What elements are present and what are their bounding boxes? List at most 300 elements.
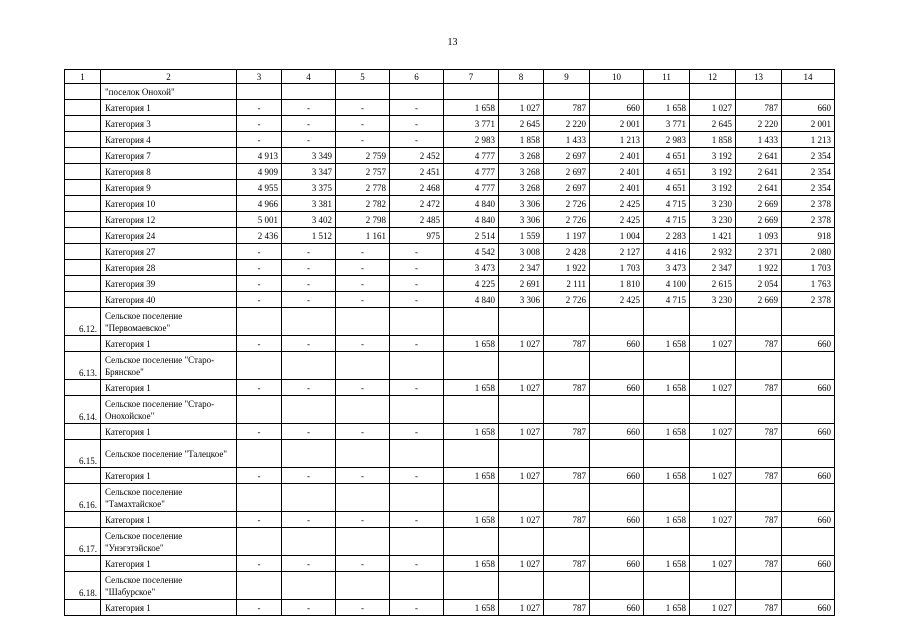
table-cell: - — [237, 468, 282, 484]
table-cell — [590, 352, 644, 380]
table-cell — [444, 396, 499, 424]
table-cell: 2 726 — [544, 212, 590, 228]
table-cell — [336, 440, 390, 468]
table-cell: 1 027 — [690, 468, 736, 484]
table-cell: 3 192 — [690, 180, 736, 196]
table-cell: 2 347 — [499, 260, 544, 276]
table-cell: - — [390, 116, 444, 132]
table-cell — [282, 308, 336, 336]
table-cell: 1 658 — [444, 336, 499, 352]
table-cell: - — [282, 260, 336, 276]
table-cell: - — [282, 244, 336, 260]
column-header: 13 — [736, 70, 782, 84]
table-cell: - — [390, 292, 444, 308]
table-cell: 2 425 — [590, 292, 644, 308]
table-cell — [444, 528, 499, 556]
table-cell: 2 401 — [590, 148, 644, 164]
table-cell — [644, 396, 690, 424]
settlement-name: Сельское поселение "Талецкое" — [101, 440, 237, 468]
section-row — [65, 396, 835, 424]
column-header: 7 — [444, 70, 499, 84]
table-cell: - — [390, 276, 444, 292]
table-cell — [736, 352, 782, 380]
table-cell: 4 100 — [644, 276, 690, 292]
table-cell: 2 726 — [544, 292, 590, 308]
category-name: Категория 1 — [101, 468, 237, 484]
table-cell: 787 — [544, 512, 590, 528]
column-header: 1 — [65, 70, 101, 84]
table-cell — [590, 528, 644, 556]
table-cell: 1 559 — [499, 228, 544, 244]
table-cell — [444, 440, 499, 468]
table-cell: 3 306 — [499, 212, 544, 228]
row-number — [65, 292, 101, 308]
category-name: Категория 1 — [101, 380, 237, 396]
table-cell: 4 966 — [237, 196, 282, 212]
table-cell: 2 425 — [590, 196, 644, 212]
table-row — [65, 260, 835, 276]
category-name: Категория 8 — [101, 164, 237, 180]
table-cell: 787 — [544, 600, 590, 616]
section-row — [65, 352, 835, 380]
table-cell — [782, 572, 835, 600]
table-cell — [782, 396, 835, 424]
table-cell: - — [282, 600, 336, 616]
table-cell — [237, 572, 282, 600]
category-name: Категория 1 — [101, 556, 237, 572]
settlement-name: Сельское поселение "Старо-Брянское" — [101, 352, 237, 380]
row-number — [65, 468, 101, 484]
table-cell: 975 — [390, 228, 444, 244]
table-cell: 2 220 — [544, 116, 590, 132]
table-cell: 2 669 — [736, 212, 782, 228]
table-cell — [237, 440, 282, 468]
table-cell: 1 027 — [499, 468, 544, 484]
row-number — [65, 196, 101, 212]
table-cell: 2 757 — [336, 164, 390, 180]
table-cell: 3 306 — [499, 196, 544, 212]
column-header: 9 — [544, 70, 590, 84]
row-number: 6.15. — [65, 440, 101, 468]
table-cell: 4 955 — [237, 180, 282, 196]
table-cell — [690, 396, 736, 424]
table-cell: 2 428 — [544, 244, 590, 260]
tariff-table — [64, 69, 835, 616]
row-number — [65, 228, 101, 244]
table-cell — [499, 352, 544, 380]
table-row — [65, 336, 835, 352]
table-cell — [336, 84, 390, 100]
table-cell — [736, 484, 782, 512]
table-cell: - — [237, 512, 282, 528]
table-cell: 4 651 — [644, 148, 690, 164]
table-cell: 787 — [544, 100, 590, 116]
table-cell: 2 641 — [736, 148, 782, 164]
table-cell: 787 — [544, 468, 590, 484]
table-cell — [499, 308, 544, 336]
table-cell: 1 027 — [499, 600, 544, 616]
table-cell: 3 771 — [444, 116, 499, 132]
table-cell: 3 347 — [282, 164, 336, 180]
table-cell: 2 401 — [590, 164, 644, 180]
table-cell: - — [336, 116, 390, 132]
table-cell: - — [390, 468, 444, 484]
table-cell — [282, 352, 336, 380]
table-cell — [237, 352, 282, 380]
table-cell: 660 — [782, 424, 835, 440]
table-cell — [336, 484, 390, 512]
table-cell — [736, 440, 782, 468]
row-number: 6.14. — [65, 396, 101, 424]
column-header: 4 — [282, 70, 336, 84]
table-cell: 787 — [736, 336, 782, 352]
table-cell — [644, 572, 690, 600]
table-cell: 3 268 — [499, 164, 544, 180]
table-row — [65, 244, 835, 260]
table-cell — [590, 484, 644, 512]
table-row — [65, 424, 835, 440]
row-number — [65, 512, 101, 528]
table-cell — [499, 84, 544, 100]
table-cell — [499, 528, 544, 556]
table-cell: 2 436 — [237, 228, 282, 244]
table-cell: 787 — [736, 512, 782, 528]
table-cell — [390, 396, 444, 424]
table-cell: 1 027 — [690, 556, 736, 572]
section-row — [65, 308, 835, 336]
table-cell: 2 932 — [690, 244, 736, 260]
table-cell — [782, 308, 835, 336]
table-cell: - — [390, 380, 444, 396]
table-cell — [590, 440, 644, 468]
table-cell: 1 027 — [690, 512, 736, 528]
table-cell: 1 658 — [444, 380, 499, 396]
table-cell: - — [336, 276, 390, 292]
table-cell: 2 425 — [590, 212, 644, 228]
table-cell: 4 651 — [644, 164, 690, 180]
table-cell — [590, 308, 644, 336]
table-cell: 1 027 — [499, 424, 544, 440]
table-cell: 1 027 — [690, 336, 736, 352]
table-cell: 5 001 — [237, 212, 282, 228]
table-cell — [336, 396, 390, 424]
table-cell: 660 — [782, 556, 835, 572]
table-cell: 787 — [736, 100, 782, 116]
table-cell: - — [336, 424, 390, 440]
table-cell — [390, 440, 444, 468]
table-cell: 2 645 — [499, 116, 544, 132]
table-row — [65, 228, 835, 244]
table-cell: 2 354 — [782, 180, 835, 196]
table-cell: - — [237, 380, 282, 396]
table-cell: 1 213 — [782, 132, 835, 148]
table-row — [65, 600, 835, 616]
table-cell: 2 080 — [782, 244, 835, 260]
table-cell: 1 421 — [690, 228, 736, 244]
table-cell: 2 782 — [336, 196, 390, 212]
table-cell: 2 378 — [782, 212, 835, 228]
table-cell: 4 777 — [444, 180, 499, 196]
table-cell: - — [390, 260, 444, 276]
column-header: 8 — [499, 70, 544, 84]
table-cell: 1 658 — [444, 100, 499, 116]
category-name: Категория 3 — [101, 116, 237, 132]
table-cell: 2 983 — [444, 132, 499, 148]
table-cell: 1 027 — [499, 100, 544, 116]
category-name: Категория 1 — [101, 600, 237, 616]
table-cell — [282, 440, 336, 468]
table-cell: 1 658 — [644, 556, 690, 572]
table-cell — [690, 308, 736, 336]
table-cell — [736, 84, 782, 100]
table-cell — [390, 308, 444, 336]
table-cell: 1 004 — [590, 228, 644, 244]
table-cell: 660 — [782, 468, 835, 484]
table-cell — [237, 528, 282, 556]
table-cell — [644, 484, 690, 512]
section-row — [65, 84, 835, 100]
table-cell: 4 840 — [444, 212, 499, 228]
settlement-name: Сельское поселение "Первомаевское" — [101, 308, 237, 336]
table-cell: 4 840 — [444, 292, 499, 308]
table-cell: 2 697 — [544, 164, 590, 180]
column-header: 14 — [782, 70, 835, 84]
table-cell: 2 378 — [782, 196, 835, 212]
table-cell: 1 658 — [444, 468, 499, 484]
settlement-name: Сельское поселение "Старо-Онохойское" — [101, 396, 237, 424]
table-cell — [336, 352, 390, 380]
table-cell: 3 192 — [690, 164, 736, 180]
table-cell: 787 — [736, 380, 782, 396]
table-cell: 3 349 — [282, 148, 336, 164]
table-cell: 4 715 — [644, 196, 690, 212]
table-cell — [690, 84, 736, 100]
row-number — [65, 260, 101, 276]
table-cell: 787 — [736, 556, 782, 572]
table-cell: 1 093 — [736, 228, 782, 244]
table-cell — [782, 352, 835, 380]
row-number: 6.18. — [65, 572, 101, 600]
table-cell: 1 658 — [444, 512, 499, 528]
table-cell: - — [336, 132, 390, 148]
table-cell: - — [282, 512, 336, 528]
table-cell: - — [390, 132, 444, 148]
table-cell: - — [282, 336, 336, 352]
table-cell: - — [237, 276, 282, 292]
table-cell: 787 — [544, 380, 590, 396]
table-cell: 1 027 — [499, 380, 544, 396]
table-row — [65, 512, 835, 528]
table-row — [65, 380, 835, 396]
table-cell — [544, 396, 590, 424]
table-cell: - — [237, 116, 282, 132]
table-cell: 1 027 — [690, 424, 736, 440]
section-row — [65, 572, 835, 600]
table-cell — [282, 572, 336, 600]
table-cell: 4 777 — [444, 148, 499, 164]
table-row — [65, 180, 835, 196]
table-cell — [336, 308, 390, 336]
row-number — [65, 132, 101, 148]
table-row — [65, 148, 835, 164]
table-cell — [644, 308, 690, 336]
table-cell: 2 759 — [336, 148, 390, 164]
table-cell: 2 798 — [336, 212, 390, 228]
table-cell — [544, 352, 590, 380]
table-cell: 787 — [544, 556, 590, 572]
table-cell: - — [336, 600, 390, 616]
category-name: Категория 4 — [101, 132, 237, 148]
table-cell: - — [336, 100, 390, 116]
table-cell: 1 658 — [644, 468, 690, 484]
table-cell — [444, 308, 499, 336]
table-cell — [644, 352, 690, 380]
row-number: 6.17. — [65, 528, 101, 556]
table-cell: 2 354 — [782, 164, 835, 180]
row-number — [65, 600, 101, 616]
table-row — [65, 196, 835, 212]
table-cell: 2 354 — [782, 148, 835, 164]
table-cell — [336, 572, 390, 600]
table-cell — [282, 484, 336, 512]
category-name: Категория 10 — [101, 196, 237, 212]
table-cell — [736, 308, 782, 336]
table-cell — [736, 528, 782, 556]
column-header: 12 — [690, 70, 736, 84]
row-number — [65, 164, 101, 180]
table-cell: 1 658 — [644, 336, 690, 352]
table-row — [65, 132, 835, 148]
table-cell: 2 001 — [590, 116, 644, 132]
table-cell — [390, 352, 444, 380]
table-cell: 2 641 — [736, 164, 782, 180]
table-cell: - — [237, 600, 282, 616]
table-cell: - — [336, 244, 390, 260]
table-cell: 2 347 — [690, 260, 736, 276]
table-cell: 2 485 — [390, 212, 444, 228]
table-cell — [736, 572, 782, 600]
table-cell — [736, 396, 782, 424]
row-number: 6.12. — [65, 308, 101, 336]
table-cell: 660 — [782, 512, 835, 528]
column-header: 3 — [237, 70, 282, 84]
table-cell: 3 375 — [282, 180, 336, 196]
table-cell: - — [237, 244, 282, 260]
table-cell: - — [390, 100, 444, 116]
category-name: Категория 1 — [101, 336, 237, 352]
row-number — [65, 380, 101, 396]
table-cell: 1 433 — [544, 132, 590, 148]
table-cell: - — [282, 380, 336, 396]
table-cell: - — [237, 424, 282, 440]
settlement-name: Сельское поселение "Тамахтайское" — [101, 484, 237, 512]
table-row — [65, 276, 835, 292]
table-cell — [499, 396, 544, 424]
table-cell — [782, 440, 835, 468]
column-header: 6 — [390, 70, 444, 84]
table-cell: 1 658 — [644, 424, 690, 440]
category-name: Категория 40 — [101, 292, 237, 308]
table-cell — [690, 528, 736, 556]
table-cell: 1 433 — [736, 132, 782, 148]
table-cell: 1 703 — [782, 260, 835, 276]
table-cell: 2 669 — [736, 292, 782, 308]
category-name: Категория 28 — [101, 260, 237, 276]
table-cell: - — [390, 336, 444, 352]
table-cell: - — [282, 556, 336, 572]
table-cell: - — [390, 424, 444, 440]
table-cell: 2 111 — [544, 276, 590, 292]
category-name: Категория 27 — [101, 244, 237, 260]
table-cell: - — [237, 132, 282, 148]
table-cell: 660 — [782, 100, 835, 116]
table-cell: 4 715 — [644, 292, 690, 308]
table-cell: 2 452 — [390, 148, 444, 164]
row-number — [65, 424, 101, 440]
table-cell — [282, 528, 336, 556]
row-number — [65, 84, 101, 100]
table-cell — [390, 84, 444, 100]
table-cell: 4 715 — [644, 212, 690, 228]
table-cell: 660 — [590, 336, 644, 352]
table-cell — [390, 528, 444, 556]
table-cell: 2 514 — [444, 228, 499, 244]
table-cell — [282, 396, 336, 424]
table-cell — [590, 572, 644, 600]
table-cell — [544, 528, 590, 556]
settlement-name: "поселок Онохой" — [101, 84, 237, 100]
table-cell: 1 027 — [690, 100, 736, 116]
table-cell — [544, 484, 590, 512]
table-cell: 3 230 — [690, 212, 736, 228]
table-cell: 1 703 — [590, 260, 644, 276]
table-cell: 1 658 — [644, 380, 690, 396]
table-cell: 1 197 — [544, 228, 590, 244]
table-cell: 2 615 — [690, 276, 736, 292]
table-cell: 2 472 — [390, 196, 444, 212]
table-cell: 2 778 — [336, 180, 390, 196]
table-cell: 787 — [736, 468, 782, 484]
table-cell: 2 983 — [644, 132, 690, 148]
table-cell: - — [282, 132, 336, 148]
table-cell — [690, 352, 736, 380]
table-cell: 1 922 — [736, 260, 782, 276]
table-cell: 2 645 — [690, 116, 736, 132]
table-cell: 2 669 — [736, 196, 782, 212]
category-name: Категория 1 — [101, 424, 237, 440]
page-number: 13 — [447, 37, 458, 48]
table-cell — [782, 528, 835, 556]
table-cell: 2 001 — [782, 116, 835, 132]
table-cell: 3 402 — [282, 212, 336, 228]
table-cell — [499, 572, 544, 600]
table-cell — [690, 484, 736, 512]
table-cell: 660 — [590, 556, 644, 572]
settlement-name: Сельское поселение "Унэгэтэйское" — [101, 528, 237, 556]
table-cell — [644, 528, 690, 556]
category-name: Категория 9 — [101, 180, 237, 196]
settlement-name: Сельское поселение "Шабурское" — [101, 572, 237, 600]
section-row — [65, 484, 835, 512]
table-cell: - — [390, 556, 444, 572]
table-cell — [499, 484, 544, 512]
table-cell: 3 381 — [282, 196, 336, 212]
table-cell: 4 777 — [444, 164, 499, 180]
table-cell: 660 — [590, 424, 644, 440]
table-cell — [336, 528, 390, 556]
table-cell: 660 — [590, 512, 644, 528]
table-cell: 660 — [590, 100, 644, 116]
